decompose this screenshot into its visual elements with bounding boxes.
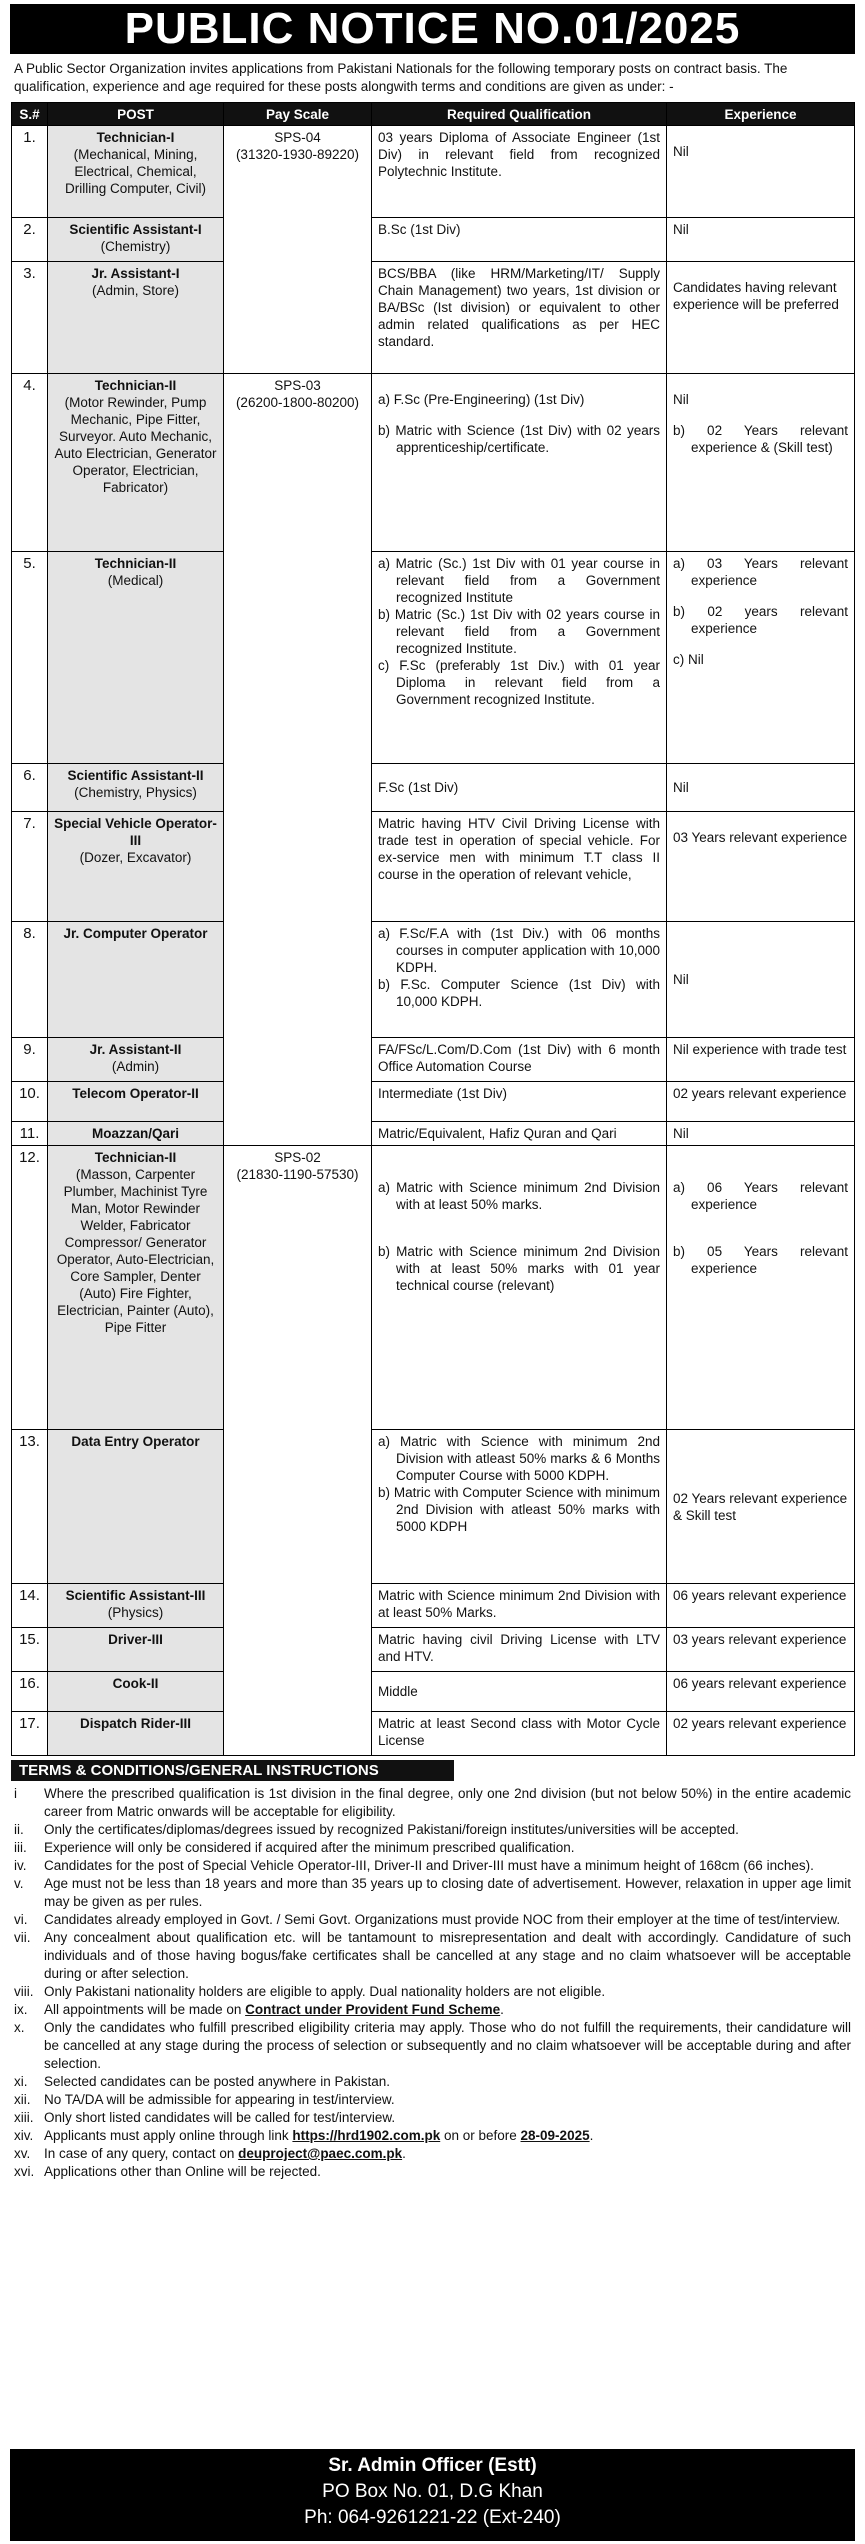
qualification-cell: Matric with Science minimum 2nd Division with at least 50% Marks. [372,1584,667,1628]
experience-cell: 03 years relevant experience [667,1628,855,1672]
post-title: Special Vehicle Operator-III [54,816,217,848]
post-title: Jr. Assistant-I [91,266,180,281]
term-item: vii. Any concealment about qualification etc. will be tantamount to misrepresentation and dealt with accordingly. Candidature of such individuals and of those having bogus/fake certificates shall be cancelled at any stage and no claim whatsoever will be acceptable during or after selection. [14,1930,851,1981]
experience-cell: 03 Years relevant experience [667,812,855,922]
table-row [12,262,855,374]
qualification-cell: a) F.Sc/F.A with (1st Div.) with 06 months courses in computer application with 10,000 KDPH. b) F.Sc. Computer Science (1st Div) with 10,000 KDPH. [372,922,667,1038]
table-row [12,764,855,812]
post-cell [48,1628,224,1672]
experience-cell: Nil [667,1122,855,1146]
pay-scale-cell [224,374,372,1146]
post-cell [48,1146,224,1430]
post-title: Technician-II [94,556,177,571]
public-notice [0,4,865,2544]
post-title: Telecom Operator-II [72,1086,199,1101]
experience-cell: Nil [667,218,855,262]
row-number: 16. [12,1672,48,1712]
term-item: iii. Experience will only be considered if acquired after the minimum prescribed qualification. [14,1840,575,1855]
post-title: Scientific Assistant-I [69,222,202,237]
qualification-cell: Middle [372,1672,667,1712]
term-item: v. Age must not be less than 18 years and more than 35 years up to closing date of advertisement. However, relaxation in upper age limit may be given as per rules. [14,1876,851,1909]
post-title: Dispatch Rider-III [79,1716,192,1731]
postal-address: PO Box No. 01, D.G Khan [322,2481,543,2502]
experience-cell: Nil experience with trade test [667,1038,855,1082]
post-detail: (Admin, Store) [91,283,180,298]
footer-contact [10,2449,855,2541]
table-row [12,1712,855,1756]
pay-scale-range: (26200-1800-80200) [235,395,360,410]
notice-title: PUBLIC NOTICE NO.01/2025 [124,4,741,53]
table-row [12,1038,855,1082]
row-number: 1. [12,126,48,218]
table-row [12,1146,855,1430]
qualification-cell: a) Matric with Science minimum 2nd Division with at least 50% marks. b) Matric with Science minimum 2nd Division with at least 50% marks with 01 year technical course (relevant) [372,1146,667,1430]
post-title: Technician-II [94,378,177,393]
row-number: 3. [12,262,48,374]
experience-cell: Nil [667,126,855,218]
post-title: Driver-III [108,1632,163,1647]
row-number: 4. [12,374,48,552]
term-item: xv. In case of any query, contact on deuproject@paec.com.pk. [14,2146,406,2161]
apply-link[interactable]: https://hrd1902.com.pk [292,2128,441,2143]
term-item: ii. Only the certificates/diplomas/degrees issued by recognized Pakistani/foreign institutes/universities will be accepted. [14,1822,739,1837]
experience-cell: 06 years relevant experience [667,1672,855,1712]
col-header-qualification: Required Qualification [372,103,667,126]
table-row [12,218,855,262]
notice-header [10,4,855,54]
table-row [12,922,855,1038]
post-detail: (Masson, Carpenter Plumber, Machinist Tyre Man, Motor Rewinder Welder, Fabricator Compressor/ Generator Operator, Auto-Electrician, Core Sampler, Denter (Auto) Fire Fighter, Electrician, Painter (Auto), Pipe Fitter [56,1167,215,1335]
experience-cell: Nil [667,764,855,812]
col-header-sno: S.# [12,103,48,126]
qualification-cell: Matric having HTV Civil Driving License with trade test in operation of special vehicle. For ex-service men with minimum T.T class II course in the operation of relevant vehicle, [372,812,667,922]
table-row [12,1672,855,1712]
post-title: Jr. Computer Operator [63,926,208,941]
term-item: x. Only the candidates who fulfill prescribed eligibility criteria may apply. Those who do not fulfill the requirements, their candidature will be cancelled at any stage during the process of selection or subsequently and no claim whatsoever will be acceptable during and after selection. [14,2020,851,2071]
deadline-date: 28-09-2025 [520,2128,590,2143]
row-number: 14. [12,1584,48,1628]
row-number: 10. [12,1082,48,1122]
term-item: xii. No TA/DA will be admissible for appearing in test/interview. [14,2092,395,2107]
post-cell [48,1038,224,1082]
experience-cell: 06 years relevant experience [667,1584,855,1628]
pay-scale-name: SPS-04 [274,130,321,145]
qualification-cell: B.Sc (1st Div) [372,218,667,262]
post-title: Cook-II [112,1676,159,1691]
intro-text: A Public Sector Organization invites applications from Pakistani Nationals for the following temporary posts on contract basis. The qualification, experience and age required for these posts alongwith terms and conditions are given as under: - [14,61,788,94]
qualification-cell: Matric/Equivalent, Hafiz Quran and Qari [372,1122,667,1146]
table-header-row [12,103,855,126]
term-item: i Where the prescribed qualification is 1st division in the final degree, only one 2nd division (but not below 50%) in the entire academic career from Matric onwards will be acceptable for eligibility. [14,1786,851,1819]
row-number: 12. [12,1146,48,1430]
qualification-cell: Matric at least Second class with Motor Cycle License [372,1712,667,1756]
term-item: xiii. Only short listed candidates will be called for test/interview. [14,2110,396,2125]
table-row [12,1584,855,1628]
row-number: 2. [12,218,48,262]
pay-scale-cell [224,1146,372,1756]
post-title: Jr. Assistant-II [89,1042,182,1057]
post-cell [48,1712,224,1756]
row-number: 15. [12,1628,48,1672]
post-title: Technician-II [94,1150,177,1165]
post-cell [48,1430,224,1584]
post-detail: (Physics) [107,1605,164,1620]
post-title: Moazzan/Qari [91,1126,180,1141]
term-item: viii. Only Pakistani nationality holders are eligible to apply. Dual nationality holders are not eligible. [14,1984,606,1999]
row-number: 6. [12,764,48,812]
post-detail: (Mechanical, Mining, Electrical, Chemical, Drilling Computer, Civil) [64,147,207,196]
post-detail: (Motor Rewinder, Pump Mechanic, Pipe Fitter, Surveyor. Auto Mechanic, Auto Electrician, Generator Operator, Electrician, Fabricator) [54,395,217,495]
term-item: xiv. Applicants must apply online through link https://hrd1902.com.pk on or before 28-09-2025. [14,2128,594,2143]
qualification-cell: a) Matric (Sc.) 1st Div with 01 year course in relevant field from a Government recognized Institute b) Matric (Sc.) 1st Div with 02 years course in relevant field from a Government recognized Institute. c) F.Sc (preferably 1st Div.) with 01 year Diploma in relevant field from a Government recognized Institute. [372,552,667,764]
post-cell [48,1672,224,1712]
table-row [12,552,855,764]
qualification-cell: FA/FSc/L.Com/D.Com (1st Div) with 6 month Office Automation Course [372,1038,667,1082]
post-cell [48,922,224,1038]
term-item: iv. Candidates for the post of Special Vehicle Operator-III, Driver-II and Driver-III must have a minimum height of 168cm (66 inches). [14,1858,814,1873]
experience-cell: 02 years relevant experience [667,1712,855,1756]
post-cell [48,552,224,764]
pay-scale-range: (31320-1930-89220) [235,147,360,162]
qualification-cell: Matric having civil Driving License with LTV and HTV. [372,1628,667,1672]
experience-cell: Candidates having relevant experience will be preferred [667,262,855,374]
row-number: 8. [12,922,48,1038]
table-row [12,1430,855,1584]
row-number: 7. [12,812,48,922]
post-cell [48,374,224,552]
qualification-cell: 03 years Diploma of Associate Engineer (1st Div) in relevant field from recognized Polytechnic Institute. [372,126,667,218]
contract-scheme: Contract under Provident Fund Scheme [245,2002,501,2017]
table-row [12,374,855,552]
row-number: 9. [12,1038,48,1082]
post-cell [48,262,224,374]
term-item: ix. All appointments will be made on Contract under Provident Fund Scheme. [14,2002,504,2017]
experience-cell: a) 06 Years relevant experience b) 05 Years relevant experience [667,1146,855,1430]
term-item: xi. Selected candidates can be posted anywhere in Pakistan. [14,2074,390,2089]
post-detail: (Chemistry, Physics) [74,785,197,800]
posts-table [11,102,855,1756]
row-number: 11. [12,1122,48,1146]
post-cell [48,218,224,262]
post-cell [48,1082,224,1122]
table-row [12,1628,855,1672]
post-title: Technician-I [96,130,175,145]
qualification-cell: BCS/BBA (like HRM/Marketing/IT/ Supply Chain Management) two years, 1st division or BA/BSc (Ist division) or equivalent to other admin related qualifications as per HEC standard. [372,262,667,374]
pay-scale-name: SPS-03 [274,378,321,393]
qualification-cell: Intermediate (1st Div) [372,1082,667,1122]
table-row [12,126,855,218]
post-cell [48,764,224,812]
terms-list [14,1785,851,2181]
post-detail: (Dozer, Excavator) [79,850,192,865]
term-item: vi. Candidates already employed in Govt. / Semi Govt. Organizations must provide NOC from their employer at the time of test/interview. [14,1912,841,1927]
col-header-post: POST [48,103,224,126]
qualification-cell: F.Sc (1st Div) [372,764,667,812]
contact-email[interactable]: deuproject@paec.com.pk [238,2146,403,2161]
pay-scale-range: (21830-1190-57530) [236,1167,359,1182]
post-title: Scientific Assistant-II [67,768,204,783]
pay-scale-cell [224,126,372,374]
table-row [12,1122,855,1146]
qualification-cell: a) Matric with Science with minimum 2nd Division with atleast 50% marks & 6 Months Computer Course with 5000 KDPH. b) Matric with Computer Science with minimum 2nd Division with atleast 50% marks with 5000 KDPH [372,1430,667,1584]
terms-heading: TERMS & CONDITIONS/GENERAL INSTRUCTIONS [11,1760,454,1781]
experience-cell: Nil [667,922,855,1038]
post-detail: (Medical) [107,573,164,588]
col-header-experience: Experience [667,103,855,126]
post-detail: (Chemistry) [100,239,171,254]
experience-cell: 02 Years relevant experience & Skill test [667,1430,855,1584]
qualification-cell: a) F.Sc (Pre-Engineering) (1st Div) b) Matric with Science (1st Div) with 02 years apprenticeship/certificate. [372,374,667,552]
row-number: 13. [12,1430,48,1584]
experience-cell: Nil b) 02 Years relevant experience & (Skill test) [667,374,855,552]
post-detail: (Admin) [111,1059,160,1074]
post-title: Data Entry Operator [71,1434,200,1449]
post-cell [48,126,224,218]
post-cell [48,1584,224,1628]
post-title: Scientific Assistant-III [65,1588,206,1603]
table-row [12,812,855,922]
phone-number: Ph: 064-9261221-22 (Ext-240) [304,2507,561,2528]
col-header-scale: Pay Scale [224,103,372,126]
experience-cell: 02 years relevant experience [667,1082,855,1122]
term-item: xvi. Applications other than Online will be rejected. [14,2164,321,2179]
post-cell [48,1122,224,1146]
experience-cell: a) 03 Years relevant experience b) 02 years relevant experience c) Nil [667,552,855,764]
row-number: 17. [12,1712,48,1756]
post-cell [48,812,224,922]
pay-scale-name: SPS-02 [274,1150,321,1165]
table-row [12,1082,855,1122]
row-number: 5. [12,552,48,764]
officer-title: Sr. Admin Officer (Estt) [328,2455,537,2476]
